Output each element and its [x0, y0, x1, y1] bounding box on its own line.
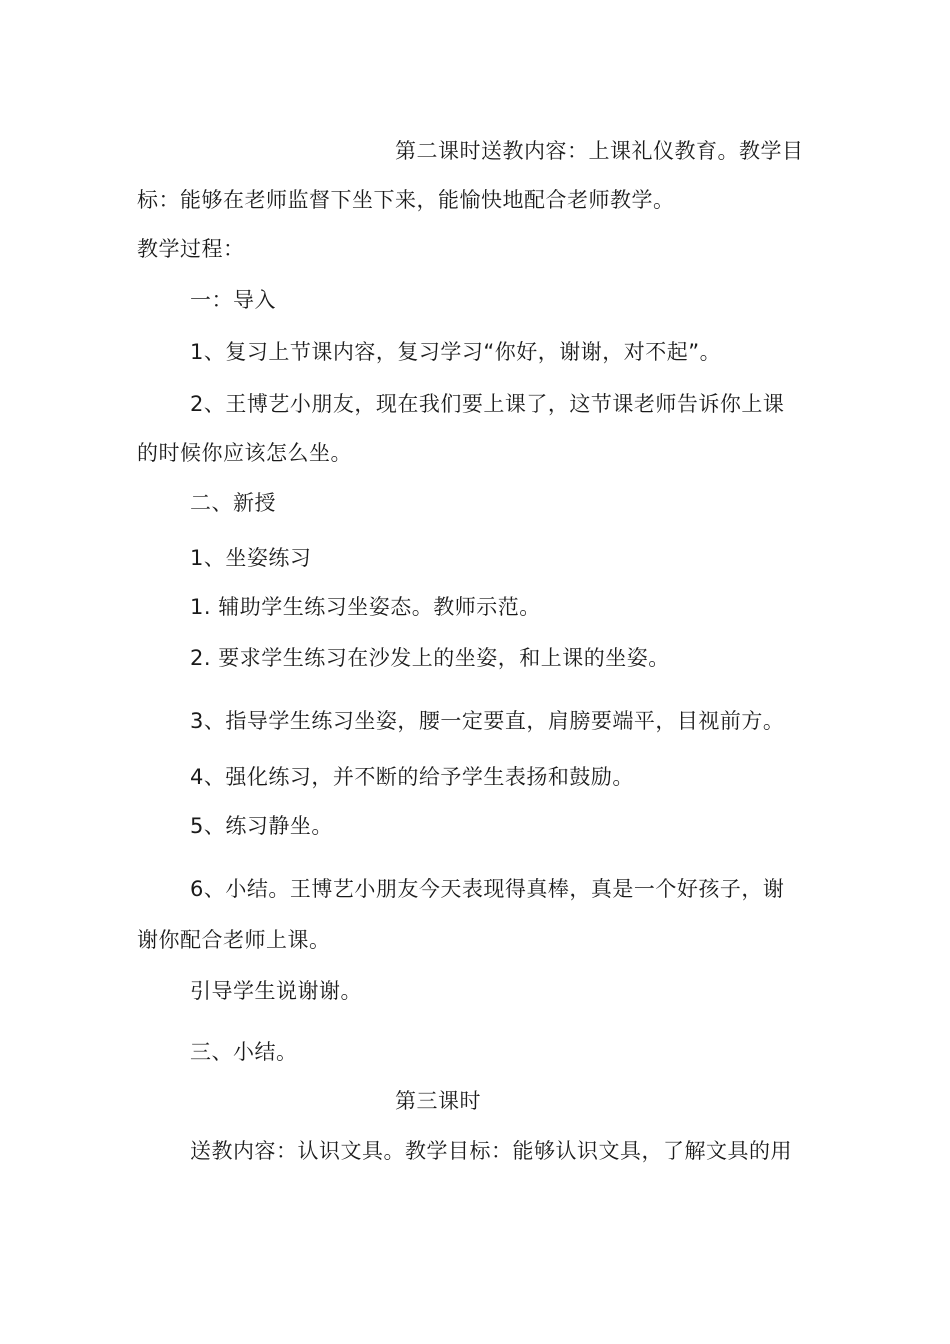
paragraph-line: 2. 要求学生练习在沙发上的坐姿，和上课的坐姿。 — [190, 646, 670, 670]
section-heading-lesson-2: 第二课时送教内容：上课礼仪教育。教学目 — [395, 139, 804, 163]
paragraph-line: 5、练习静坐。 — [190, 814, 333, 838]
paragraph-line: 标：能够在老师监督下坐下来，能愉快地配合老师教学。 — [137, 188, 675, 212]
paragraph-line: 1. 辅助学生练习坐姿态。教师示范。 — [190, 595, 541, 619]
paragraph-line: 2、王博艺小朋友，现在我们要上课了，这节课老师告诉你上课 — [190, 392, 785, 416]
paragraph-line: 的时候你应该怎么坐。 — [137, 441, 352, 465]
paragraph-line: 送教内容：认识文具。教学目标：能够认识文具，了解文具的用 — [190, 1139, 792, 1163]
paragraph-line: 三、小结。 — [190, 1040, 298, 1064]
paragraph-line: 6、小结。王博艺小朋友今天表现得真棒，真是一个好孩子，谢 — [190, 877, 785, 901]
paragraph-line: 一：导入 — [190, 288, 276, 312]
section-heading-lesson-3: 第三课时 — [395, 1089, 481, 1113]
paragraph-line: 谢你配合老师上课。 — [137, 928, 331, 952]
paragraph-line: 4、强化练习，并不断的给予学生表扬和鼓励。 — [190, 765, 634, 789]
paragraph-line: 引导学生说谢谢。 — [190, 979, 362, 1003]
paragraph-line: 3、指导学生练习坐姿，腰一定要直，肩膀要端平，目视前方。 — [190, 709, 785, 733]
paragraph-line: 二、新授 — [190, 491, 276, 515]
paragraph-line: 教学过程： — [137, 237, 245, 261]
paragraph-line: 1、复习上节课内容，复习学习“你好，谢谢，对不起”。 — [190, 340, 722, 364]
paragraph-line: 1、坐姿练习 — [190, 546, 312, 570]
